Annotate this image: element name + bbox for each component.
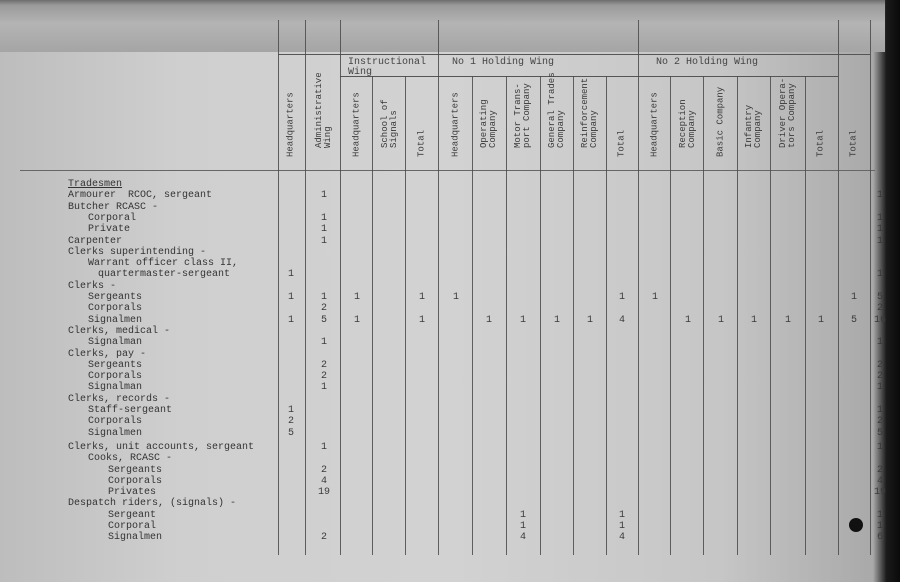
row-label: Signalman	[88, 382, 143, 394]
row-label: Signalman	[88, 337, 143, 349]
table-row	[0, 337, 885, 348]
column-header	[607, 80, 637, 166]
column-header	[375, 80, 405, 166]
table-cell: 1	[876, 212, 883, 224]
table-row	[0, 179, 885, 190]
table-cell: 2	[320, 371, 327, 383]
table-cell: 16	[873, 314, 886, 326]
table-row	[0, 453, 885, 464]
column-header-label: Basic Company	[715, 86, 726, 157]
column-header	[441, 80, 471, 166]
table-cell: 1	[452, 292, 459, 303]
row-label: Clerks, records -	[68, 393, 171, 405]
table-row	[0, 258, 885, 269]
table-cell: 1	[651, 292, 658, 303]
table-row	[0, 498, 885, 509]
row-label: Despatch riders, (signals) -	[68, 498, 237, 510]
column-header-label: Total	[815, 129, 826, 157]
table-cell: 1	[353, 314, 360, 326]
row-label: Corporals	[88, 416, 143, 428]
table-cell: 1	[519, 521, 526, 532]
table-cell: 5	[850, 314, 857, 326]
column-header	[739, 80, 769, 166]
row-label: Corporals	[88, 371, 143, 383]
column-header-label: Headquarters	[450, 92, 461, 157]
row-label: Clerks, unit accounts, sergeant	[68, 441, 255, 453]
column-header	[542, 72, 572, 166]
table-row	[0, 428, 885, 439]
table-row	[0, 487, 885, 498]
table-row	[0, 382, 885, 393]
table-cell: 1	[618, 509, 625, 521]
row-label: Privates	[108, 487, 157, 499]
column-header-label: Operating Company	[479, 99, 498, 148]
table-cell: 4	[618, 532, 625, 544]
row-label: Sergeants	[88, 359, 143, 371]
row-label: Carpenter	[68, 235, 123, 247]
table-cell: 5	[876, 292, 883, 303]
table-cell: 19	[873, 487, 886, 499]
table-cell: 5	[287, 427, 294, 439]
column-header	[474, 80, 504, 166]
table-cell: 1	[876, 382, 883, 394]
table-row	[0, 394, 885, 405]
table-cell: 2	[320, 303, 327, 315]
column-header-label: Infantry Company	[744, 104, 763, 148]
table-row	[0, 521, 885, 532]
column-header-label: Reception Company	[678, 99, 697, 148]
table-cell: 1	[320, 292, 327, 303]
column-header-label: Reinforcement Company	[580, 77, 599, 148]
row-label: Clerks, pay -	[68, 348, 147, 360]
row-label: Private	[88, 224, 131, 236]
table-row	[0, 190, 885, 201]
row-label: Butcher RCASC -	[68, 201, 159, 213]
table-cell: 1	[519, 509, 526, 521]
column-header	[575, 77, 605, 166]
table-cell: 1	[287, 269, 294, 281]
table-cell: 1	[717, 314, 724, 326]
column-header-label: Total	[416, 129, 427, 157]
table-cell: 1	[876, 509, 883, 521]
table-cell: 1	[287, 314, 294, 326]
table-cell: 1	[876, 269, 883, 281]
table-cell: 1	[287, 292, 294, 303]
group-header: No 1 Holding Wing	[452, 57, 555, 68]
column-header-label: Headquarters	[649, 92, 660, 157]
table-cell: 1	[519, 314, 526, 326]
table-cell: 4	[876, 475, 883, 487]
column-header	[276, 80, 306, 166]
column-header-label: Headquarters	[351, 92, 362, 157]
table-cell: 2	[876, 416, 883, 428]
column-header-label: School of Signals	[380, 99, 399, 148]
table-cell: 2	[320, 532, 327, 544]
column-header	[309, 72, 339, 166]
table-cell: 1	[320, 337, 327, 349]
group-header: No 2 Holding Wing	[656, 57, 759, 68]
table-row	[0, 360, 885, 371]
table-cell: 1	[320, 224, 327, 236]
column-header-label: General Trades Company	[547, 72, 566, 148]
table-cell: 1	[876, 441, 883, 453]
column-header-label: Motor Trans- port Company	[513, 83, 532, 148]
table-cell: 1	[320, 235, 327, 247]
table-row	[0, 224, 885, 235]
table-cell: 1	[320, 441, 327, 453]
table-cell: 1	[876, 235, 883, 247]
row-label: Staff-sergeant	[88, 405, 173, 416]
row-label: Corporal	[88, 212, 137, 224]
table-cell: 1	[320, 212, 327, 224]
column-header	[773, 77, 803, 166]
table-cell: 1	[586, 314, 593, 326]
table-cell: 6	[876, 532, 883, 544]
column-header-label: Total	[616, 129, 627, 157]
table-row	[0, 315, 885, 326]
table-cell: 1	[353, 292, 360, 303]
column-header	[407, 80, 437, 166]
table-row	[0, 247, 885, 258]
table-row	[0, 465, 885, 476]
table-row	[0, 202, 885, 213]
table-cell: 1	[418, 292, 425, 303]
table-cell: 1	[684, 314, 691, 326]
table-cell: 1	[876, 224, 883, 236]
column-header	[508, 80, 538, 166]
row-label: Clerks -	[68, 280, 117, 292]
row-label: quartermaster-sergeant	[98, 269, 231, 281]
column-header	[839, 80, 869, 166]
table-cell: 1	[817, 314, 824, 326]
row-label: Sergeants	[88, 292, 143, 303]
table-row	[0, 326, 885, 337]
table-cell: 4	[618, 314, 625, 326]
column-header	[706, 80, 736, 166]
row-label: Cooks, RCASC -	[88, 453, 173, 465]
column-header	[342, 80, 372, 166]
table-row	[0, 269, 885, 280]
punch-hole	[849, 518, 863, 532]
table-cell: 5	[320, 314, 327, 326]
table-cell: 1	[784, 314, 791, 326]
column-header	[673, 80, 703, 166]
row-label: Armourer RCOC, sergeant	[68, 190, 213, 202]
table-row	[0, 510, 885, 521]
table-cell: 1	[485, 314, 492, 326]
row-label: Warrant officer class II,	[88, 258, 239, 270]
column-header-label: Administrative Wing	[314, 72, 333, 148]
table-row	[0, 349, 885, 360]
table-cell: 1	[876, 405, 883, 416]
table-cell: 2	[876, 359, 883, 371]
table-cell: 2	[287, 416, 294, 428]
row-label: Corporals	[88, 303, 143, 315]
table-cell: 1	[850, 292, 857, 303]
table-cell: 2	[876, 464, 883, 476]
row-label: Corporals	[108, 475, 163, 487]
table-cell: 2	[876, 371, 883, 383]
row-label: Sergeant	[108, 509, 157, 521]
section-heading: Tradesmen	[68, 179, 123, 190]
table-row	[0, 292, 885, 303]
group-header: Instructional Wing	[348, 57, 427, 78]
table-cell: 1	[418, 314, 425, 326]
table-cell: 1	[287, 405, 294, 416]
table-cell: 19	[317, 487, 330, 499]
table-cell: 1	[320, 382, 327, 394]
header-top-rule	[278, 54, 870, 55]
table-cell: 2	[320, 359, 327, 371]
row-label: Signalmen	[88, 427, 143, 439]
row-label: Signalmen	[88, 314, 143, 326]
table-row	[0, 371, 885, 382]
column-header	[640, 80, 670, 166]
table-cell: 1	[876, 190, 883, 202]
table-cell: 4	[519, 532, 526, 544]
table-row	[0, 416, 885, 427]
table-row	[0, 303, 885, 314]
column-header-label: Headquarters	[285, 92, 296, 157]
table-cell: 2	[876, 303, 883, 315]
column-header-label: Total	[848, 129, 859, 157]
table-row	[0, 442, 885, 453]
row-label: Clerks superintending -	[68, 246, 207, 258]
row-label: Sergeants	[108, 464, 163, 476]
row-label: Signalmen	[108, 532, 163, 544]
table-cell: 1	[876, 521, 883, 532]
table-row	[0, 236, 885, 247]
table-row	[0, 405, 885, 416]
table-row	[0, 476, 885, 487]
table-row	[0, 532, 885, 543]
column-header	[806, 80, 836, 166]
table-cell: 2	[320, 464, 327, 476]
table-row	[0, 213, 885, 224]
table-row	[0, 281, 885, 292]
header-bottom-rule	[20, 170, 875, 171]
table-cell: 1	[553, 314, 560, 326]
table-cell: 5	[876, 427, 883, 439]
row-label: Corporal	[108, 521, 157, 532]
table-cell: 1	[320, 190, 327, 202]
table-cell: 1	[618, 292, 625, 303]
scan-top-shadow	[0, 0, 885, 52]
column-header-label: Driver Opera- tors Company	[778, 77, 797, 148]
table-cell: 1	[750, 314, 757, 326]
table-cell: 1	[876, 337, 883, 349]
table-cell: 4	[320, 475, 327, 487]
row-label: Clerks, medical -	[68, 325, 171, 337]
table-cell: 1	[618, 521, 625, 532]
